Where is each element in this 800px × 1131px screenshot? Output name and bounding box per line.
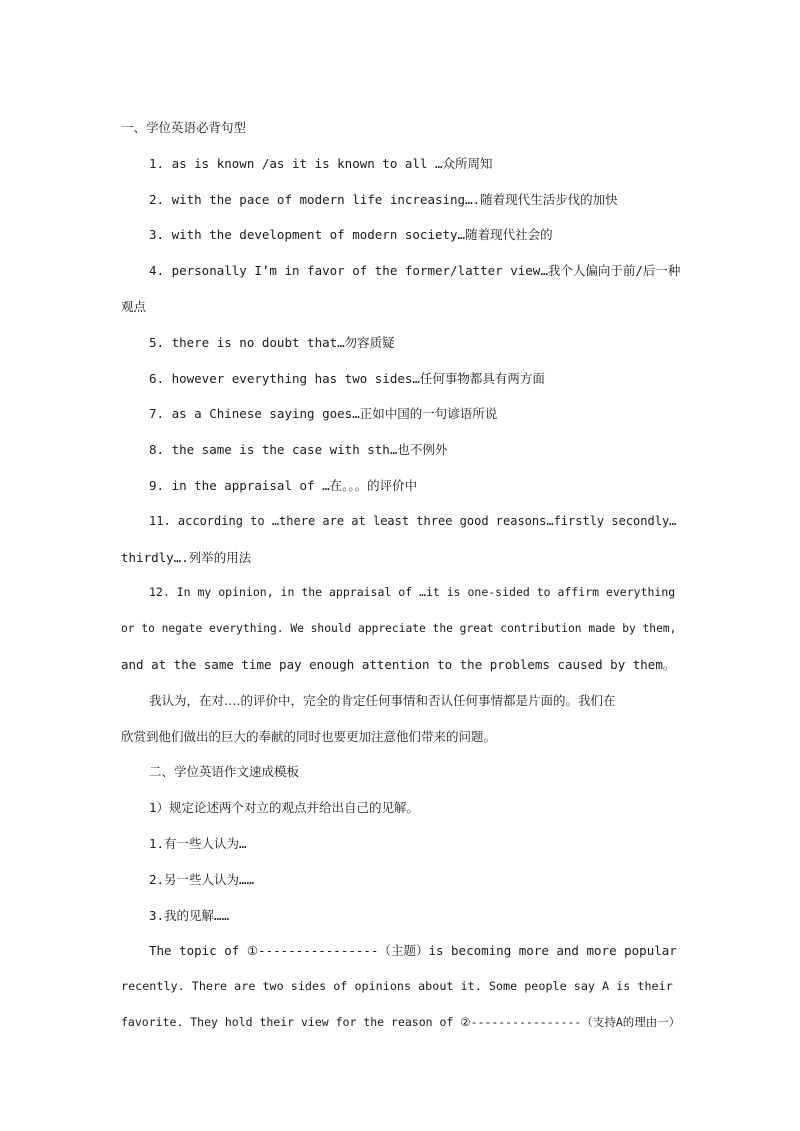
translation-line-1: 我认为，在对….的评价中，完全的肯定任何事情和否认任何事情都是片面的。我们在 xyxy=(149,692,616,708)
sentence-pattern-4: 4. personally I’m in favor of the former/latter view…我个人偏向于前/后一种 xyxy=(149,263,681,279)
sentence-pattern-5: 5. there is no doubt that…勿容质疑 xyxy=(149,334,395,350)
sentence-pattern-6: 6. however everything has two sides…任何事物都具有两方面 xyxy=(149,370,545,386)
sentence-pattern-7: 7. as a Chinese saying goes…正如中国的一句谚语所说 xyxy=(149,406,498,422)
sentence-pattern-3: 3. with the development of modern society…随着现代社会的 xyxy=(149,227,553,243)
translation-line-2: 欣赏到他们做出的巨大的奉献的同时也要更加注意他们带来的问题。 xyxy=(121,728,497,744)
template-step-2: 2.另一些人认为…… xyxy=(149,871,255,887)
sentence-pattern-12-line-3: and at the same time pay enough attention to the problems caused by them。 xyxy=(121,656,676,672)
sentence-pattern-2: 2. with the pace of modern life increasing….随着现代生活步伐的加快 xyxy=(149,191,618,207)
template-paragraph-line-2: recently. There are two sides of opinions about it. Some people say A is their xyxy=(121,979,673,994)
template-step-1: 1.有一些人认为… xyxy=(149,835,247,851)
sentence-pattern-11-continuation: thirdly….列举的用法 xyxy=(121,549,252,565)
sentence-pattern-12-line-2: or to negate everything. We should appreciate the great contribution made by them, xyxy=(121,622,677,636)
section-heading-2: 二、学位英语作文速成模板 xyxy=(149,764,300,780)
template-paragraph-line-3: favorite. They hold their view for the reason of ②----------------（支持A的理由一） xyxy=(121,1014,681,1029)
sentence-pattern-1: 1. as is known /as it is known to all …众所周知 xyxy=(149,155,493,171)
template-paragraph-line-1: The topic of ①----------------（主题）is becoming more and more popular xyxy=(149,943,677,959)
sentence-pattern-9: 9. in the appraisal of …在。。。的评价中 xyxy=(149,477,418,493)
template-step-3: 3.我的见解…… xyxy=(149,907,230,923)
sentence-pattern-11: 11. according to …there are at least three good reasons…firstly secondly… xyxy=(149,513,677,528)
section-heading-1: 一、学位英语必背句型 xyxy=(121,120,247,135)
sentence-pattern-4-continuation: 观点 xyxy=(121,298,147,314)
sentence-pattern-8: 8. the same is the case with sth…也不例外 xyxy=(149,442,448,458)
template-intro: 1）规定论述两个对立的观点并给出自己的见解。 xyxy=(149,800,420,816)
sentence-pattern-12: 12. In my opinion, in the appraisal of …it is one-sided to affirm everything xyxy=(149,585,676,600)
document-body xyxy=(121,110,681,1041)
